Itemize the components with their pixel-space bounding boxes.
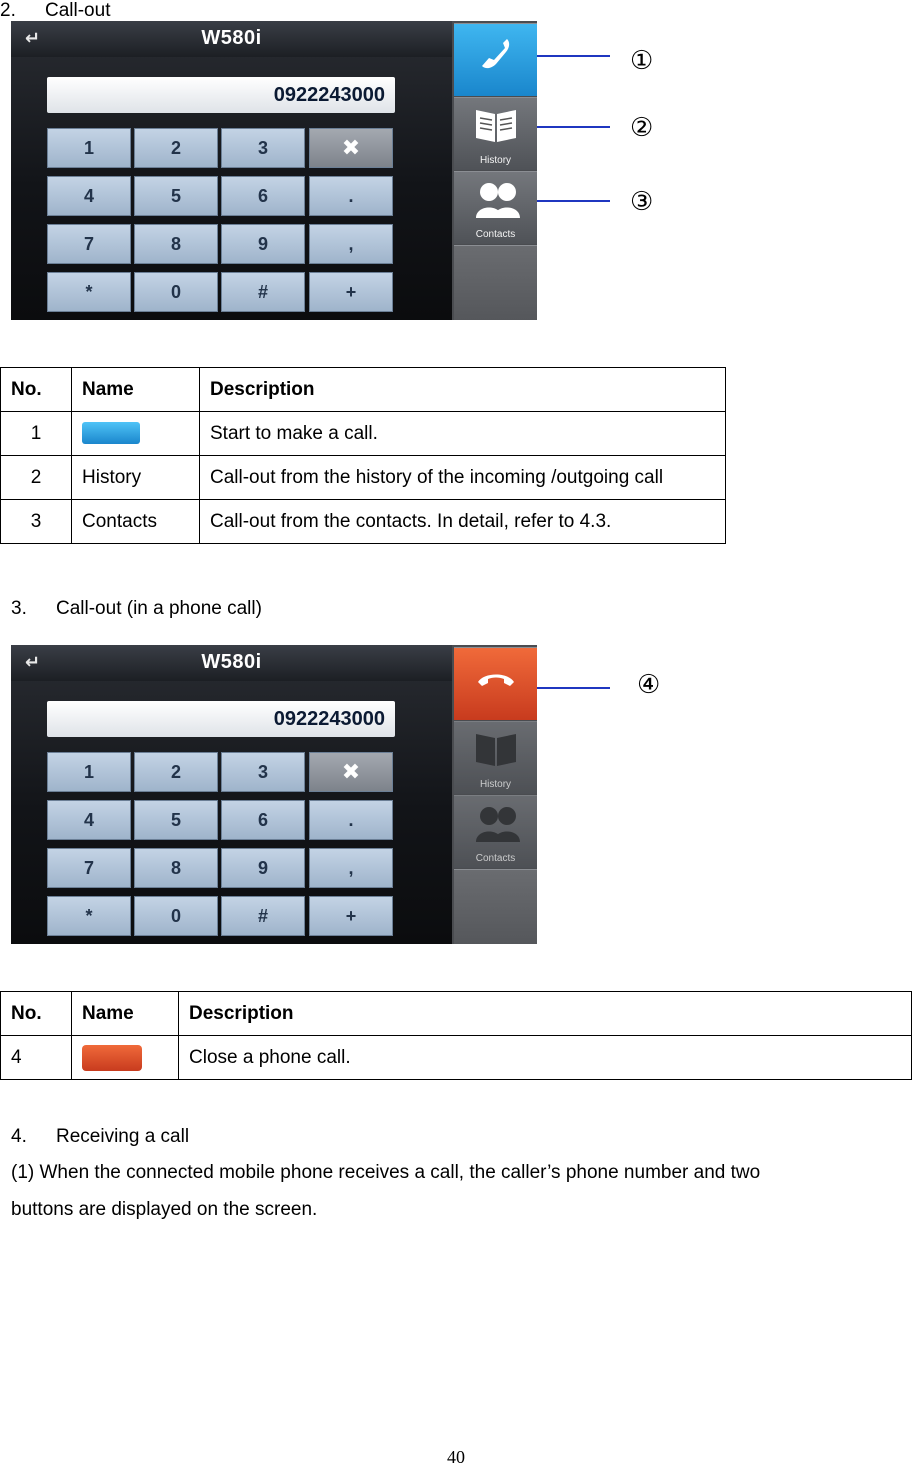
end-call-button[interactable] bbox=[454, 647, 537, 720]
paragraph-line-2: buttons are displayed on the screen. bbox=[11, 1199, 318, 1220]
device-model: W580i bbox=[201, 651, 262, 673]
key-4[interactable]: 4 bbox=[47, 800, 131, 840]
book-icon bbox=[474, 730, 518, 768]
backspace-key[interactable] bbox=[309, 128, 393, 168]
phone-handset-icon bbox=[474, 32, 518, 76]
key-dot[interactable]: . bbox=[309, 800, 393, 840]
key-6[interactable]: 6 bbox=[221, 176, 305, 216]
row-name: Contacts bbox=[72, 500, 200, 544]
side-panel bbox=[452, 21, 537, 320]
key-3[interactable]: 3 bbox=[221, 752, 305, 792]
key-1[interactable]: 1 bbox=[47, 752, 131, 792]
key-8[interactable]: 8 bbox=[134, 848, 218, 888]
backspace-key[interactable] bbox=[309, 752, 393, 792]
row-name bbox=[72, 1036, 179, 1080]
key-7[interactable]: 7 bbox=[47, 224, 131, 264]
row-no: 3 bbox=[1, 500, 72, 544]
table-header-row bbox=[1, 992, 912, 1036]
key-plus[interactable]: + bbox=[309, 272, 393, 312]
contacts-label: Contacts bbox=[475, 229, 516, 240]
row-description: Close a phone call. bbox=[179, 1036, 912, 1080]
section-number: 4. bbox=[11, 1126, 27, 1147]
header-name: Name bbox=[72, 368, 200, 412]
row-description: Call-out from the history of the incoming /outgoing call bbox=[200, 456, 726, 500]
book-icon bbox=[474, 106, 518, 144]
section-4-heading bbox=[11, 1126, 189, 1148]
key-hash[interactable]: # bbox=[221, 272, 305, 312]
callout-line-4 bbox=[537, 687, 610, 689]
row-description: Call-out from the contacts. In detail, refer to 4.3. bbox=[200, 500, 726, 544]
callout-line-2 bbox=[537, 126, 610, 128]
in-call-screenshot bbox=[11, 645, 537, 944]
dial-area bbox=[11, 645, 452, 944]
key-star[interactable]: * bbox=[47, 272, 131, 312]
section-title: Receiving a call bbox=[56, 1126, 190, 1147]
key-comma[interactable]: , bbox=[309, 224, 393, 264]
history-button[interactable] bbox=[454, 721, 537, 794]
key-plus[interactable]: + bbox=[309, 896, 393, 936]
section-3-heading bbox=[11, 598, 262, 620]
blank-side-button bbox=[454, 869, 537, 944]
key-5[interactable]: 5 bbox=[134, 800, 218, 840]
contacts-icon bbox=[474, 180, 522, 220]
table-in-call bbox=[0, 991, 912, 1080]
contacts-button[interactable] bbox=[454, 795, 537, 868]
key-star[interactable]: * bbox=[47, 896, 131, 936]
key-hash[interactable]: # bbox=[221, 896, 305, 936]
phone-number-field[interactable]: 0922243000 bbox=[47, 701, 395, 737]
section-number: 2. bbox=[0, 0, 16, 21]
page-number: 40 bbox=[447, 1447, 465, 1467]
back-arrow-icon[interactable]: ↵ bbox=[25, 652, 41, 672]
history-button[interactable] bbox=[454, 97, 537, 170]
key-0[interactable]: 0 bbox=[134, 272, 218, 312]
header-no: No. bbox=[1, 368, 72, 412]
key-comma[interactable]: , bbox=[309, 848, 393, 888]
contacts-button[interactable] bbox=[454, 171, 537, 244]
title-bar bbox=[11, 645, 452, 681]
header-no: No. bbox=[1, 992, 72, 1036]
row-description: Start to make a call. bbox=[200, 412, 726, 456]
callout-1: ① bbox=[630, 46, 654, 76]
row-name: History bbox=[72, 456, 200, 500]
key-0[interactable]: 0 bbox=[134, 896, 218, 936]
row-no: 1 bbox=[1, 412, 72, 456]
row-name bbox=[72, 412, 200, 456]
call-button[interactable] bbox=[454, 23, 537, 96]
back-arrow-icon[interactable]: ↵ bbox=[25, 28, 41, 48]
phone-number-field[interactable]: 0922243000 bbox=[47, 77, 395, 113]
table-callout bbox=[0, 367, 726, 544]
table-row bbox=[1, 1036, 912, 1080]
paragraph-line-1: (1) When the connected mobile phone receives a call, the caller’s phone number and two bbox=[11, 1162, 761, 1183]
device-model: W580i bbox=[201, 27, 262, 49]
header-description: Description bbox=[179, 992, 912, 1036]
callout-3: ③ bbox=[630, 187, 654, 217]
side-panel bbox=[452, 645, 537, 944]
section-2-heading bbox=[0, 0, 110, 22]
section-title: Call-out (in a phone call) bbox=[56, 598, 262, 619]
section-title: Call-out bbox=[45, 0, 111, 21]
key-9[interactable]: 9 bbox=[221, 848, 305, 888]
key-6[interactable]: 6 bbox=[221, 800, 305, 840]
key-5[interactable]: 5 bbox=[134, 176, 218, 216]
blank-side-button bbox=[454, 245, 537, 320]
contacts-icon bbox=[474, 804, 522, 844]
table-row bbox=[1, 412, 726, 456]
contacts-label: Contacts bbox=[475, 853, 516, 864]
header-description: Description bbox=[200, 368, 726, 412]
section-number: 3. bbox=[11, 598, 27, 619]
key-2[interactable]: 2 bbox=[134, 752, 218, 792]
key-2[interactable]: 2 bbox=[134, 128, 218, 168]
row-no: 4 bbox=[1, 1036, 72, 1080]
end-call-button-icon bbox=[82, 1045, 142, 1071]
callout-line-3 bbox=[537, 200, 610, 202]
history-label: History bbox=[479, 779, 512, 790]
callout-2: ② bbox=[630, 113, 654, 143]
history-label: History bbox=[479, 155, 512, 166]
hang-up-icon bbox=[474, 656, 518, 700]
key-dot[interactable]: . bbox=[309, 176, 393, 216]
dialer-screenshot bbox=[11, 21, 537, 320]
backspace-icon: ✖ bbox=[341, 759, 361, 784]
header-name: Name bbox=[72, 992, 179, 1036]
callout-line-1 bbox=[537, 55, 610, 57]
key-4[interactable]: 4 bbox=[47, 176, 131, 216]
key-8[interactable]: 8 bbox=[134, 224, 218, 264]
key-3[interactable]: 3 bbox=[221, 128, 305, 168]
table-header-row bbox=[1, 368, 726, 412]
row-no: 2 bbox=[1, 456, 72, 500]
dial-area bbox=[11, 21, 452, 320]
backspace-icon: ✖ bbox=[341, 135, 361, 160]
callout-4: ④ bbox=[637, 670, 661, 700]
call-button-icon bbox=[82, 422, 140, 444]
key-1[interactable]: 1 bbox=[47, 128, 131, 168]
key-9[interactable]: 9 bbox=[221, 224, 305, 264]
table-row bbox=[1, 456, 726, 500]
key-7[interactable]: 7 bbox=[47, 848, 131, 888]
table-row bbox=[1, 500, 726, 544]
title-bar bbox=[11, 21, 452, 57]
